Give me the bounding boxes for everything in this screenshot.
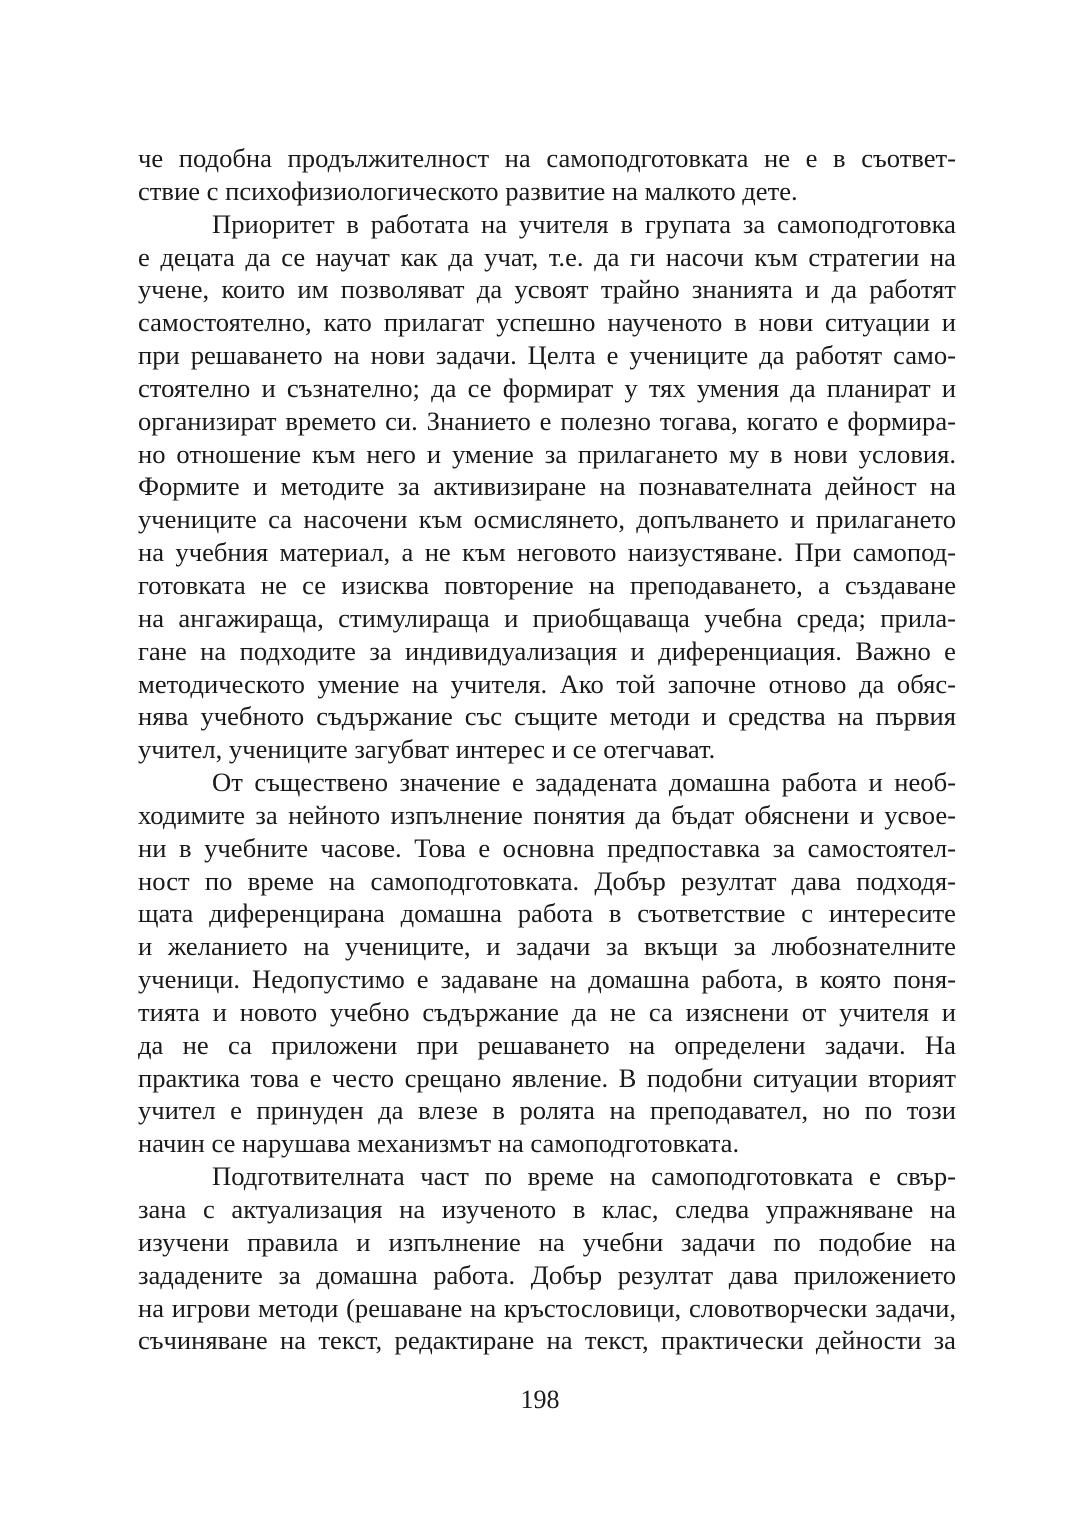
text-line: готовката не се изисква повторение на преподаването, а създаване bbox=[138, 569, 956, 600]
text-line: нява учебното съдържание със същите методи и средства на първия bbox=[138, 701, 956, 732]
text-line: съчиняване на текст, редактиране на текст, практически дейности за bbox=[138, 1325, 956, 1356]
text-line: зана с актуализация на изученото в клас, следва упражняване на bbox=[138, 1194, 956, 1224]
paragraph-first-line: Подготвителната част по време на самоподготовката е свър- bbox=[212, 1161, 956, 1192]
text-line: гане на подходите за индивидуализация и диференциация. Важно е bbox=[138, 635, 956, 666]
text-line: на ангажираща, стимулираща и приобщаваща учебна среда; прила- bbox=[138, 602, 956, 633]
text-line: изучени правила и изпълнение на учебни задачи по подобие на bbox=[138, 1226, 956, 1257]
text-line: че подобна продължителност на самоподготовката не е в съответ- bbox=[138, 143, 956, 173]
text-line: учене, които им позволяват да усвоят трайно знанията и да работят bbox=[138, 274, 956, 305]
text-line: практика това е често срещано явление. В подобни ситуации вторият bbox=[138, 1062, 956, 1093]
text-line: и желанието на учениците, и задачи за вкъщи за любознателните bbox=[138, 931, 956, 962]
text-line: начин се нарушава механизмът на самоподготовката. bbox=[138, 1128, 740, 1159]
text-line: стоятелно и съзнателно; да се формират у тях умения да планират и bbox=[138, 372, 956, 403]
text-line: ност по време на самоподготовката. Добър резултат дава подходя- bbox=[138, 865, 956, 896]
text-line: ствие с психофизиологическото развитие на малкото дете. bbox=[138, 175, 798, 206]
text-line: тията и новото учебно съдържание да не са изяснени от учителя и bbox=[138, 996, 956, 1027]
text-line: щата диференцирана домашна работа в съответствие с интересите bbox=[138, 898, 956, 929]
text-line: Формите и методите за активизиране на познавателната дейност на bbox=[138, 471, 956, 502]
text-line: самостоятелно, като прилагат успешно наученото в нови ситуации и bbox=[138, 307, 956, 338]
text-line: учител, учениците загубват интерес и се отегчават. bbox=[138, 734, 716, 765]
body-text bbox=[138, 142, 956, 1357]
text-line: да не са приложени при решаването на определени задачи. На bbox=[138, 1029, 956, 1060]
text-line: методическото умение на учителя. Ако той започне отново да обяс- bbox=[138, 668, 956, 699]
text-line: на игрови методи (решаване на кръстословици, словотворчески задачи, bbox=[138, 1292, 956, 1323]
paragraph-first-line: Приоритет в работата на учителя в групата за самоподготовка bbox=[212, 208, 956, 239]
text-line: ученици. Недопустимо е задаване на домашна работа, в която поня- bbox=[138, 964, 956, 995]
text-line: ни в учебните часове. Това е основна предпоставка за самостоятел- bbox=[138, 832, 956, 863]
text-line: е децата да се научат как да учат, т.е. да ги насочи към стратегии на bbox=[138, 241, 956, 272]
text-line: организират времето си. Знанието е полезно тогава, когато е формира- bbox=[138, 405, 956, 436]
text-line: учител е принуден да влезе в ролята на преподавател, но по този bbox=[138, 1095, 956, 1126]
page-number: 198 bbox=[520, 1385, 560, 1414]
text-line: ходимите за нейното изпълнение понятия да бъдат обяснени и усвое- bbox=[138, 799, 956, 830]
text-line: при решаването на нови задачи. Целта е учениците да работят само- bbox=[138, 340, 956, 371]
text-line: на учебния материал, а не към неговото наизустяване. При самопод- bbox=[138, 537, 956, 568]
text-line: учениците са насочени към осмислянето, допълването и прилагането bbox=[138, 504, 956, 535]
paragraph-first-line: От съществено значение е зададената домашна работа и необ- bbox=[212, 767, 956, 798]
text-line: зададените за домашна работа. Добър резултат дава приложението bbox=[138, 1259, 956, 1290]
text-line: но отношение към него и умение за прилагането му в нови условия. bbox=[138, 438, 956, 469]
